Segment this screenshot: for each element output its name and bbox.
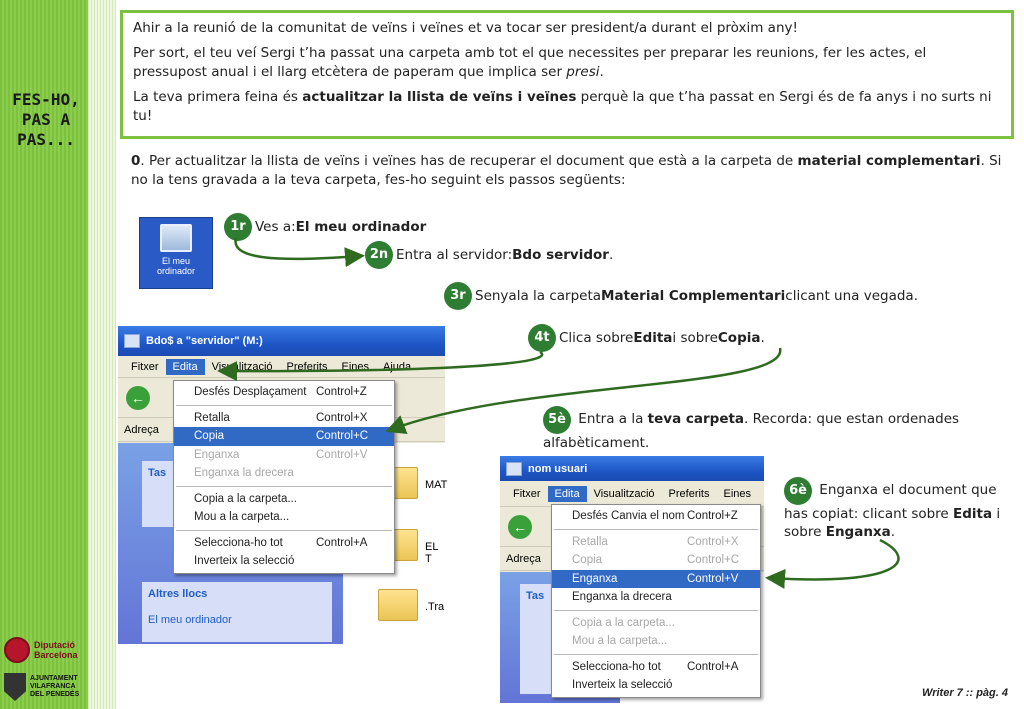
back-arrow-icon[interactable]: ←: [508, 515, 532, 539]
menu-item-label: Desfés Canvia el nom: [572, 510, 685, 522]
menu-item-shortcut: Control+Z: [316, 386, 367, 398]
instruction-number: 0: [131, 153, 141, 169]
menu-item-label: Copia: [572, 554, 603, 566]
menu-visualitzacio[interactable]: Visualització: [211, 360, 273, 373]
menu-preferits[interactable]: Preferits: [286, 360, 328, 373]
other-places-item[interactable]: El meu ordinador: [148, 614, 232, 626]
menu-eines[interactable]: Eines: [341, 360, 370, 373]
intro-text: .: [599, 64, 604, 80]
step-bold: Edita: [953, 506, 993, 522]
menu-item-label: Desfés Desplaçament: [194, 386, 307, 398]
menu-item-label: Enganxa: [194, 448, 240, 461]
instruction-part: . Per actualitzar la llista de veïns i veïnes has de recuperar el document que està a la carpeta de: [140, 153, 798, 169]
step-bold: Copia: [717, 330, 761, 346]
step-bold: Material Complementari: [601, 288, 786, 304]
step-text: .: [890, 524, 896, 540]
step-badge: 5è: [543, 406, 571, 434]
menu-visualitzacio[interactable]: Visualització: [593, 487, 655, 500]
menu-item-label: Retalla: [572, 535, 608, 548]
intro-text: Per sort, el teu veí Sergi t’ha passat una carpeta amb tot el que necessites per preparar les reunions, fer les actes, el pressupost anual i el llarg etcètera de paperam que implica ser: [133, 45, 927, 80]
step-text: .: [608, 247, 614, 263]
step-text: clicant una vegada.: [785, 288, 918, 304]
sidebar-title-line: FES-HO,: [12, 90, 80, 109]
menu-item-shortcut: Control+V: [316, 448, 368, 461]
menu-ajuda[interactable]: Ajuda: [383, 360, 412, 373]
logo-text: DEL PENEDÈS: [30, 691, 80, 698]
step-text: Enganxa el document que has copiat: clicant sobre: [784, 482, 997, 522]
step-bold: teva carpeta: [647, 411, 745, 427]
intro-text: La teva primera feina és: [133, 89, 303, 105]
menu-item-label: Retalla: [194, 411, 230, 424]
menu-item-shortcut: Control+C: [687, 554, 740, 566]
menu-item-label: Copia: [194, 430, 225, 442]
other-places-title: Altres llocs: [148, 588, 208, 600]
instruction-part: . Si no la tens gravada a la teva carpeta, fes-ho seguint els passos següents:: [131, 153, 1002, 188]
step-text: Clica sobre: [559, 330, 634, 346]
step-bold: El meu ordinador: [295, 219, 427, 235]
intro-paragraph: Ahir a la reunió de la comunitat de veïns i veïnes et va tocar ser president/a durant el pròxim any!: [133, 20, 798, 36]
menu-item-label: Selecciona-ho tot: [572, 660, 661, 673]
tasks-title: Tas: [148, 467, 167, 479]
menu-edita[interactable]: Edita: [548, 486, 587, 502]
step-badge: 1r: [224, 213, 252, 241]
address-label: Adreça: [506, 552, 541, 565]
folder-label: MAT: [425, 479, 448, 491]
step-text: . Recorda: que estan ordenades alfabèticament.: [543, 411, 960, 451]
menu-item-label: Enganxa la drecera: [194, 467, 294, 479]
menu-item-label: Mou a la carpeta...: [194, 511, 290, 523]
step-badge: 3r: [444, 282, 472, 310]
back-arrow-icon[interactable]: ←: [126, 386, 150, 410]
menu-item-label: Copia a la carpeta...: [572, 616, 675, 629]
window-title: Bdo$ a "servidor" (M:): [146, 335, 263, 347]
folder-label: EL T: [425, 541, 439, 565]
menu-item-label: Mou a la carpeta...: [572, 635, 668, 647]
step-badge: 6è: [784, 477, 812, 505]
logo-text: AJUNTAMENT: [30, 675, 78, 682]
arrow-step4-to-copy: [390, 348, 780, 430]
menu-item-shortcut: Control+C: [316, 430, 369, 442]
tasks-title: Tas: [526, 590, 545, 602]
sidebar-title-line: PAS...: [17, 130, 75, 149]
step-bold: Bdo servidor: [512, 247, 609, 263]
step-text: Senyala la carpeta: [475, 288, 602, 304]
menu-item-shortcut: Control+A: [687, 660, 739, 673]
intro-bold: actualitzar la llista de veïns i veïnes: [302, 89, 577, 105]
menu-eines[interactable]: Eines: [723, 487, 752, 500]
menu-edita[interactable]: Edita: [166, 359, 205, 375]
step-bold: Enganxa: [825, 524, 891, 540]
step-bold: Edita: [633, 330, 673, 346]
intro-text: perquè la que t’ha passat en Sergi és de fa anys i no surts ni tu!: [133, 89, 992, 124]
menu-item-shortcut: Control+X: [687, 535, 739, 548]
step-text: Ves a:: [255, 219, 296, 235]
sidebar-title-line: PAS A: [21, 110, 71, 129]
menu-fitxer[interactable]: Fitxer: [131, 360, 159, 373]
menu-item-label: Copia a la carpeta...: [194, 492, 297, 505]
intro-italic: presi: [566, 64, 600, 80]
address-label: Adreça: [124, 423, 159, 436]
icon-label: ordinador: [156, 266, 196, 276]
menu-item-shortcut: Control+Z: [687, 510, 738, 522]
step-text: i sobre: [784, 506, 1001, 540]
arrow-step6-to-paste: [770, 540, 898, 579]
logo-text: VILAFRANCA: [30, 683, 76, 690]
step-badge: 2n: [365, 241, 393, 269]
menu-item-shortcut: Control+V: [687, 572, 739, 585]
arrow-step4-to-edit-menu: [222, 352, 542, 371]
page-footer: Writer 7 :: pàg. 4: [922, 687, 1008, 699]
menu-item-shortcut: Control+A: [316, 536, 368, 549]
arrow-step1-to-step2: [236, 238, 360, 259]
logo-text: Diputació: [34, 640, 76, 650]
folder-label: .Tra: [425, 601, 445, 613]
menu-item-label: Enganxa: [572, 572, 618, 585]
menu-item-label: Selecciona-ho tot: [194, 536, 283, 549]
icon-label: El meu: [161, 256, 190, 266]
step-text: Entra a la: [578, 411, 648, 427]
menu-fitxer[interactable]: Fitxer: [513, 487, 541, 500]
step-text: .: [760, 330, 765, 346]
step-text: Entra al servidor:: [396, 247, 513, 263]
menu-item-shortcut: Control+X: [316, 411, 368, 424]
menu-item-label: Inverteix la selecció: [194, 555, 295, 567]
window-title: nom usuari: [528, 462, 588, 475]
instruction-bold: material complementari: [797, 153, 981, 169]
menu-item-label: Inverteix la selecció: [572, 679, 673, 691]
menu-preferits[interactable]: Preferits: [668, 487, 710, 500]
step-badge: 4t: [528, 324, 556, 352]
step-text: i sobre: [672, 330, 718, 346]
menu-item-label: Enganxa la drecera: [572, 591, 672, 603]
logo-text: Barcelona: [34, 650, 78, 660]
